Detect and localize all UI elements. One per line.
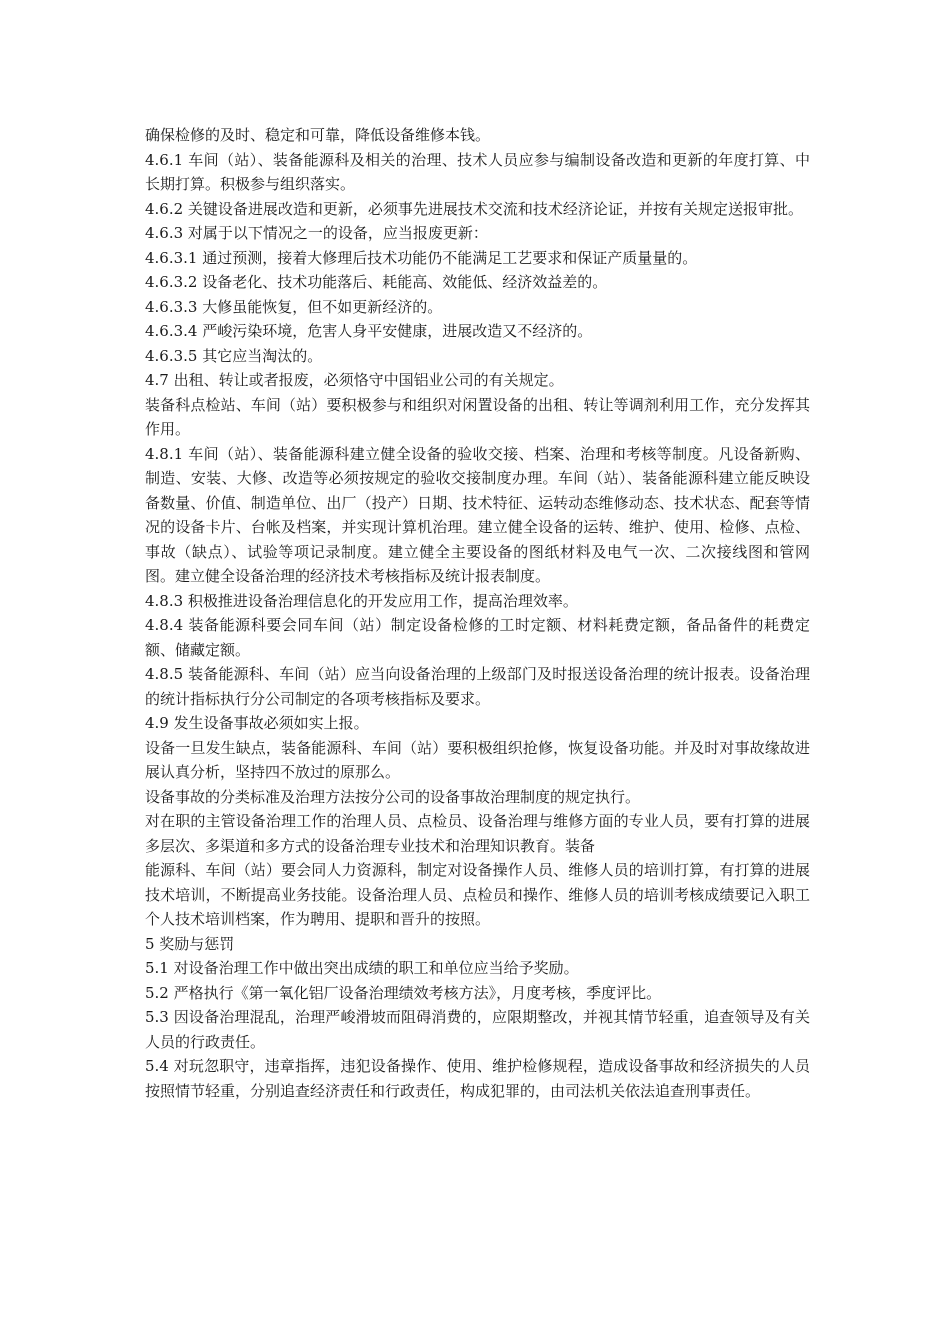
paragraph: 4.6.1 车间（站）、装备能源科及相关的治理、技术人员应参与编制设备改造和更新的年度打算、中长期打算。积极参与组织落实。	[145, 150, 810, 193]
paragraph: 4.8.3 积极推进设备治理信息化的开发应用工作，提高治理效率。	[145, 591, 578, 610]
paragraph: 确保检修的及时、稳定和可靠，降低设备维修本钱。	[145, 126, 491, 144]
paragraph: 装备科点检站、车间（站）要积极参与和组织对闲置设备的出租、转让等调剂利用工作，充分发挥其作用。	[145, 395, 810, 438]
paragraph: 4.8.1 车间（站）、装备能源科建立健全设备的验收交接、档案、治理和考核等制度。凡设备新购、制造、安装、大修、改造等必须按规定的验收交接制度办理。车间（站）、装备能源科建立能反映设备数量、价值、制造单位、出厂（投产）日期、技术特征、运转动态维修动态、技术状态、配套等情况的设备卡片、台帐及档案，并实现计算机治理。建立健全设备的运转、维护、使用、检修、点检、事故（缺点）、试验等项记录制度。建立健全主要设备的图纸材料及电气一次、二次接线图和管网图。建立健全设备治理的经济技术考核指标及统计报表制度。	[145, 444, 810, 585]
paragraph: 4.6.3 对属于以下情况之一的设备，应当报废更新：	[145, 224, 488, 242]
paragraph: 能源科、车间（站）要会同人力资源科，制定对设备操作人员、维修人员的培训打算，有打算的进展技术培训，不断提高业务技能。设备治理人员、点检员和操作、维修人员的培训考核成绩要记入职工个人技术培训档案，作为聘用、提职和晋升的按照。	[145, 861, 810, 928]
paragraph: 4.6.2 关键设备进展改造和更新，必须事先进展技术交流和技术经济论证，并按有关规定送报审批。	[145, 199, 803, 218]
paragraph: 对在职的主管设备治理工作的治理人员、点检员、设备治理与维修方面的专业人员，要有打算的进展多层次、多渠道和多方式的设备治理专业技术和治理知识教育。装备	[145, 812, 810, 855]
paragraph: 4.6.3.1 通过预测，接着大修理后技术功能仍不能满足工艺要求和保证产质量量的。	[145, 248, 698, 267]
paragraph: 5.2 严格执行《第一氧化铝厂设备治理绩效考核方法》，月度考核，季度评比。	[145, 983, 662, 1002]
paragraph: 4.6.3.5 其它应当淘汰的。	[145, 346, 323, 365]
paragraph: 5.4 对玩忽职守，违章指挥，违犯设备操作、使用、维护检修规程，造成设备事故和经济损失的人员按照情节轻重，分别追查经济责任和行政责任，构成犯罪的，由司法机关依法追查刑事责任。	[145, 1057, 810, 1100]
paragraph: 4.6.3.3 大修虽能恢复，但不如更新经济的。	[145, 297, 443, 316]
paragraph: 4.6.3.2 设备老化、技术功能落后、耗能高、效能低、经济效益差的。	[145, 273, 608, 291]
paragraph: 4.8.4 装备能源科要会同车间（站）制定设备检修的工时定额、材料耗费定额，备品备件的耗费定额、储藏定额。	[145, 616, 810, 659]
paragraph: 4.8.5 装备能源科、车间（站）应当向设备治理的上级部门及时报送设备治理的统计报表。设备治理的统计指标执行分公司制定的各项考核指标及要求。	[145, 665, 810, 708]
paragraph: 设备事故的分类标准及治理方法按分公司的设备事故治理制度的规定执行。	[145, 787, 641, 806]
paragraph: 5.1 对设备治理工作中做出突出成绩的职工和单位应当给予奖励。	[145, 959, 579, 977]
paragraph: 4.7 出租、转让或者报废，必须恪守中国铝业公司的有关规定。	[145, 371, 564, 389]
section-heading: 5 奖励与惩罚	[145, 934, 235, 953]
paragraph: 设备一旦发生缺点，装备能源科、车间（站）要积极组织抢修，恢复设备功能。并及时对事故缘故进展认真分析，坚持四不放过的原那么。	[145, 738, 810, 781]
paragraph: 4.6.3.4 严峻污染环境，危害人身平安健康，进展改造又不经济的。	[145, 322, 593, 340]
document-body	[145, 123, 810, 1103]
paragraph: 5.3 因设备治理混乱，治理严峻滑坡而阻碍消费的，应限期整改，并视其情节轻重，追查领导及有关人员的行政责任。	[145, 1008, 810, 1051]
paragraph: 4.9 发生设备事故必须如实上报。	[145, 714, 369, 732]
